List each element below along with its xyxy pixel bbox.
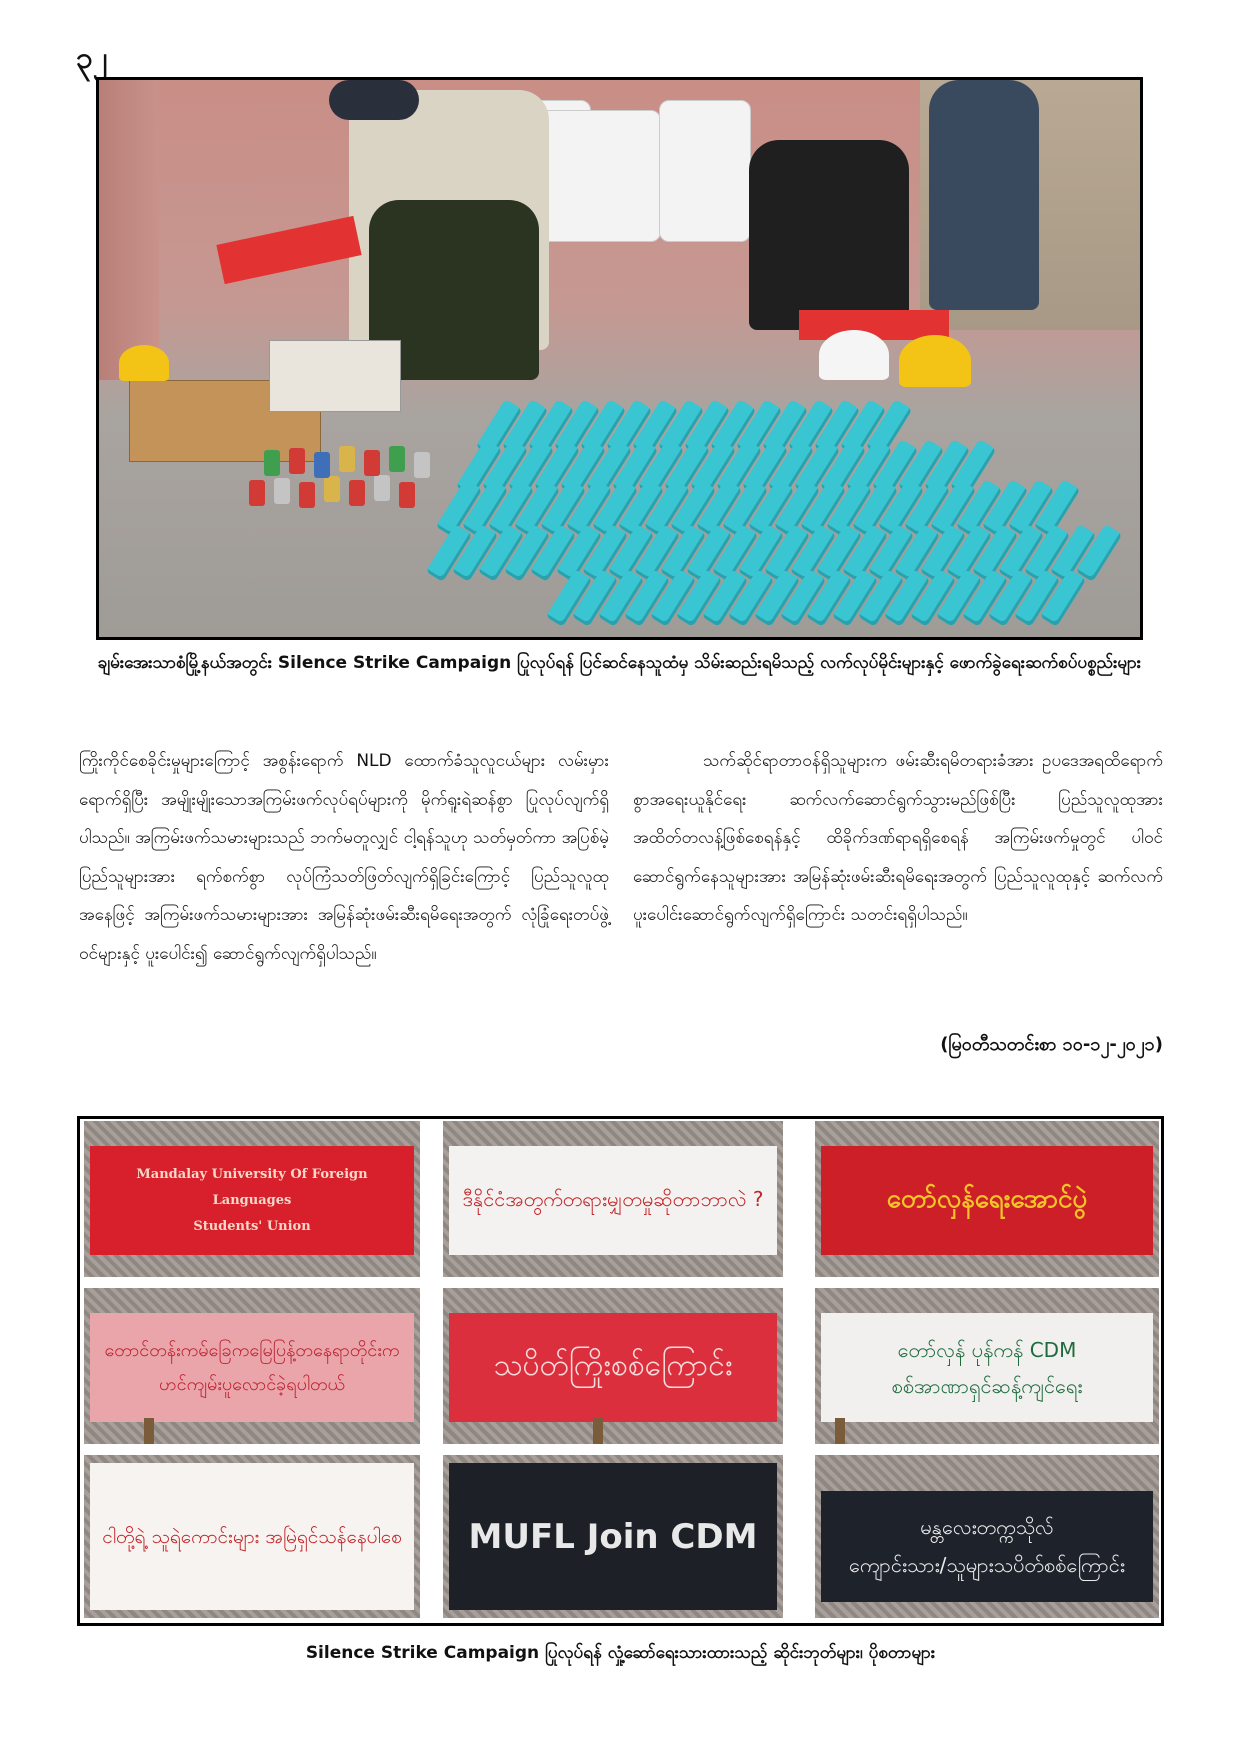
banner-photo <box>443 1288 783 1444</box>
article-source: (မြဝတီသတင်းစာ ၁၀-၁၂-၂၀၂၁) <box>940 1034 1163 1055</box>
banner-text: Mandalay University Of Foreign Languages Students' Union <box>90 1146 414 1255</box>
photo-can <box>414 452 430 478</box>
photo-person <box>929 80 1039 310</box>
photo-can <box>299 482 315 508</box>
banner-photo <box>815 1288 1159 1444</box>
banner-post <box>593 1418 603 1444</box>
banner-text: ဒီနိုင်ငံအတွက်တရားမျှတမှုဆိုတာဘာလဲ ? <box>449 1146 777 1255</box>
banner-photo <box>84 1455 420 1618</box>
banner-text: မန္တလေးတက္ကသိုလ် ကျောင်းသား/သူများသပိတ်စစ်ကြောင်း <box>821 1491 1153 1602</box>
photo-can <box>339 446 355 472</box>
photo-box <box>269 340 401 412</box>
photo-can <box>264 450 280 476</box>
banner-text: တောင်တန်းကမ်ခြေကမြေပြန့်တနေရာတိုင်းက ဟင်ကျမ်းပူလောင်ခဲ့ရပါတယ် <box>90 1313 414 1422</box>
photo-cap <box>329 80 419 120</box>
banner-text: MUFL Join CDM <box>449 1463 777 1610</box>
photo-can <box>289 448 305 474</box>
photo-can <box>349 480 365 506</box>
seized-explosives-photo <box>96 77 1143 640</box>
photo-can <box>364 450 380 476</box>
banner-photo <box>443 1121 783 1277</box>
article-right-column: သက်ဆိုင်ရာတာဝန်ရှိသူများက ဖမ်းဆီးရမိတရားခံအား ဥပဒေအရထိရောက်စွာအရေးယူနိုင်ရေး ဆက်လက်ဆောင်ရွက်သွားမည်ဖြစ်ပြီး ပြည်သူလူထုအား အထိတ်တလန့်ဖြစ်စေရန်နှင့် ထိခိုက်ဒဏ်ရာရရှိစေရန် အကြမ်းဖက်မှုတွင် ပါဝင်ဆောင်ရွက်နေသူများအား အမြန်ဆုံးဖမ်းဆီးရမိရေးအတွက် ပြည်သူလူထုနှင့် ဆက်လက်ပူးပေါင်းဆောင်ရွက်လျက်ရှိကြောင်း သတင်းရရှိပါသည်။ <box>633 751 1163 925</box>
photo-can <box>249 480 265 506</box>
photo-flag <box>216 216 361 284</box>
banner-photo <box>443 1455 783 1618</box>
banner-text: တော်လှန်ရေးအောင်ပွဲ <box>821 1146 1153 1255</box>
banners-caption: Silence Strike Campaign ပြုလုပ်ရန် လှုံ့ဆော်ရေးသားထားသည့် ဆိုင်းဘုတ်များ၊ ပိုစတာများ <box>305 1643 936 1663</box>
banner-photo <box>815 1121 1159 1277</box>
photo-helmet-yellow <box>119 345 169 381</box>
photo-cylinder <box>539 110 661 242</box>
photo-helmet-yellow <box>899 335 971 387</box>
banner-photo <box>84 1288 420 1444</box>
banner-photo-grid <box>77 1116 1164 1626</box>
photo-can <box>314 452 330 478</box>
photo-helmet-white <box>819 330 889 380</box>
banner-post <box>144 1418 154 1444</box>
photo-can <box>274 478 290 504</box>
photo-can <box>374 475 390 501</box>
photo-can <box>324 476 340 502</box>
banner-text: သပိတ်ကြိုးစစ်ကြောင်း <box>449 1313 777 1422</box>
banner-text: ငါတို့ရဲ့ သူရဲကောင်းများ အမြဲရှင်သန်နေပါစေ <box>90 1463 414 1610</box>
banner-post <box>835 1418 845 1444</box>
photo-pillar <box>99 80 159 380</box>
page-number: ၃၂ <box>76 41 108 76</box>
banner-text: တော်လှန် ပုန်ကန် CDM စစ်အာဏာရှင်ဆန့်ကျင်ရေး <box>821 1313 1153 1422</box>
photo-can <box>389 446 405 472</box>
banner-photo <box>815 1455 1159 1618</box>
photo-caption: ချမ်းအေးသာစံမြို့နယ်အတွင်း Silence Strike Campaign ပြုလုပ်ရန် ပြင်ဆင်နေသူထံမှ သိမ်းဆည်းရမိသည့် လက်လုပ်မိုင်းများနှင့် ဖောက်ခွဲရေးဆက်စပ်ပစ္စည်းများ <box>97 653 1142 673</box>
banner-photo <box>84 1121 420 1277</box>
article-left-column: ကြိုးကိုင်စေခိုင်းမှုများကြောင့် အစွန်းရောက် NLD ထောက်ခံသူလူငယ်များ လမ်းမှားရောက်ရှိပြီး အမျိုးမျိုးသောအကြမ်းဖက်လုပ်ရပ်များကို မိုက်ရူးရဲဆန်စွာ ပြုလုပ်လျက်ရှိပါသည်။ အကြမ်းဖက်သမားများသည် ဘက်မတူလျှင် ငါ့ရန်သူဟု သတ်မှတ်ကာ အပြစ်မဲ့ပြည်သူများအား ရက်စက်စွာ လုပ်ကြံသတ်ဖြတ်လျက်ရှိခြင်းကြောင့် ပြည်သူလူထုအနေဖြင့် အကြမ်းဖက်သမားများအား အမြန်ဆုံးဖမ်းဆီးရမိရေးအတွက် လုံခြုံရေးတပ်ဖွဲ့ဝင်များနှင့် ပူးပေါင်း၍ ဆောင်ရွက်လျက်ရှိပါသည်။ <box>79 751 609 964</box>
photo-cylinder <box>659 100 751 242</box>
photo-can <box>399 482 415 508</box>
photo-person <box>749 140 909 330</box>
